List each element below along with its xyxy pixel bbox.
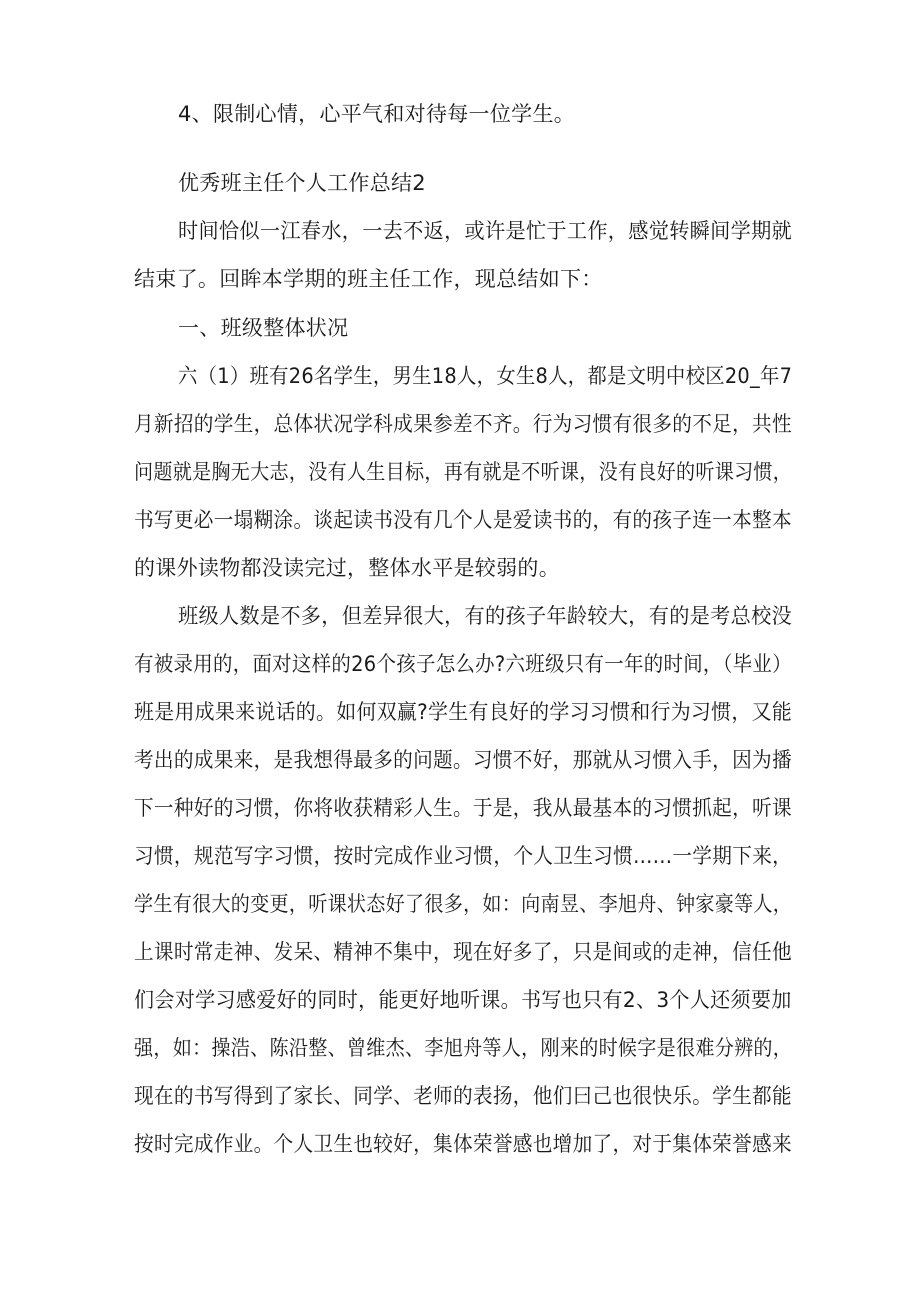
- paragraph-line: 现在的书写得到了家长、同学、老师的表扬，他们曰己也很快乐。学生都能: [134, 1084, 792, 1108]
- paragraph-line: 习惯，规范写字习惯，按时完成作业习惯，个人卫生习惯......一学期下来，: [134, 844, 793, 868]
- paragraph-line: 月新招的学生，总体状况学科成果参差不齐。行为习惯有很多的不足，共性: [134, 412, 792, 436]
- paragraph-line: 有被录用的，面对这样的26个孩子怎么办?六班级只有一年的时间，（毕业）: [134, 652, 792, 676]
- paragraph-line: 班是用成果来说话的。如何双赢?学生有良好的学习习惯和行为习惯，又能: [134, 700, 793, 724]
- paragraph-line: 的课外读物都没读完过，整体水平是较弱的。: [134, 556, 560, 580]
- section-title: 优秀班主任个人工作总结2: [178, 171, 426, 195]
- paragraph-line: 书写更必一塌糊涂。谈起读书没有几个人是爱读书的，有的孩子连一本整本: [134, 508, 792, 532]
- paragraph-line: 班级人数是不多，但差异很大，有的孩子年龄较大，有的是考总校没: [178, 604, 793, 628]
- paragraph-line: 上课时常走神、发呆、精神不集中，现在好多了，只是间或的走神，信任他: [134, 940, 792, 964]
- paragraph-line: 六（1）班有26名学生，男生18人，女生8人，都是文明中校区20_年7: [178, 364, 793, 388]
- paragraph-line: 学生有很大的变更，听课状态好了很多，如：向南昱、李旭舟、钟家豪等人，: [134, 892, 793, 916]
- paragraph-line: 按时完成作业。个人卫生也较好，集体荣誉感也增加了，对于集体荣誉感来: [134, 1132, 792, 1156]
- paragraph-line: 考出的成果来，是我想得最多的问题。习惯不好，那就从习惯入手，因为播: [134, 748, 792, 772]
- list-item-4: 4、限制心情，心平气和对待每一位学生。: [178, 102, 576, 126]
- paragraph-line: 结束了。回眸本学期的班主任工作，现总结如下：: [134, 267, 603, 291]
- paragraph-line: 问题就是胸无大志，没有人生目标，再有就是不听课，没有良好的听课习惯，: [134, 460, 793, 484]
- paragraph-line: 时间恰似一江春水，一去不返，或许是忙于工作，感觉转瞬间学期就: [178, 219, 793, 243]
- paragraph-line: 下一种好的习惯，你将收获精彩人生。于是，我从最基本的习惯抓起，听课: [134, 796, 792, 820]
- subheading: 一、班级整体状况: [178, 316, 349, 340]
- paragraph-line: 们会对学习感爱好的同时，能更好地听课。书写也只有2、3个人还须要加: [134, 988, 792, 1012]
- paragraph-line: 强，如：操浩、陈沿整、曾维杰、李旭舟等人，刚来的时候字是很难分辨的，: [134, 1036, 793, 1060]
